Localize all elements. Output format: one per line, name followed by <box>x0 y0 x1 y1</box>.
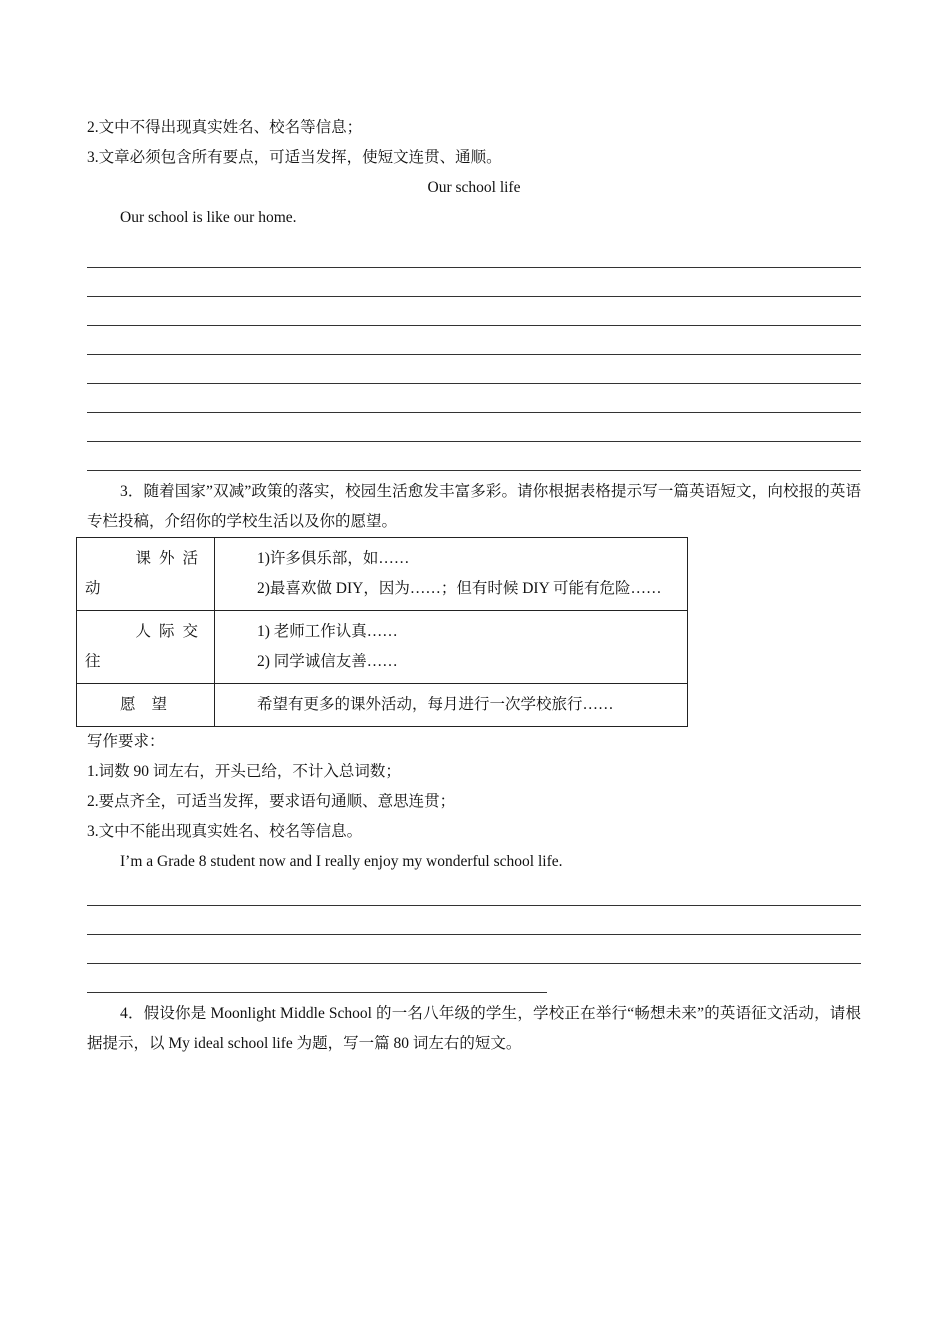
header-part-b: 动 <box>85 580 101 597</box>
writing-line <box>87 268 861 297</box>
question-4-intro: 4．假设你是 Moonlight Middle School 的一名八年级的学生，学校正在举行“畅想未来”的英语征文活动，请根据提示，以 My ideal school life 为题，写一篇 80 词左右的短文。 <box>87 1005 861 1052</box>
table-header-wishes: 愿望 <box>77 684 215 727</box>
writing-requirements-title: 写作要求： <box>87 733 165 750</box>
hint-table <box>76 537 688 727</box>
writing-line <box>87 442 861 471</box>
essay-title: Our school life <box>427 179 521 196</box>
writing-line <box>87 384 861 413</box>
table-cell-relations <box>215 611 688 684</box>
table-row-wishes <box>77 684 688 727</box>
table-header-relations <box>77 611 215 684</box>
writing-line <box>87 326 861 355</box>
table-cell-activities <box>215 538 688 611</box>
writing-line <box>87 239 861 268</box>
question-3-opening: I’m a Grade 8 student now and I really enjoy my wonderful school life. <box>120 853 563 870</box>
header-part-a: 人际交 <box>135 623 206 640</box>
table-row-activities <box>77 538 688 611</box>
requirement-2: 2.文中不得出现真实姓名、校名等信息； <box>87 119 363 136</box>
cell-line: 2) 同学诚信友善…… <box>257 653 398 670</box>
document-content <box>87 113 861 1059</box>
writing-lines-block-2 <box>87 877 861 993</box>
writing-requirement-2: 2.要点齐全，可适当发挥，要求语句通顺、意思连贯； <box>87 793 456 810</box>
cell-line: 希望有更多的课外活动，每月进行一次学校旅行…… <box>257 696 614 713</box>
cell-line: 1) 老师工作认真…… <box>257 623 398 640</box>
answer-line <box>87 906 861 935</box>
requirement-3: 3.文章必须包含所有要点，可适当发挥，使短文连贯、通顺。 <box>87 149 502 166</box>
writing-line <box>87 355 861 384</box>
header-part-a: 课外活 <box>135 550 206 567</box>
table-header-activities <box>77 538 215 611</box>
essay-opening: Our school is like our home. <box>120 209 297 226</box>
answer-line <box>87 935 861 964</box>
writing-requirement-3: 3.文中不能出现真实姓名、校名等信息。 <box>87 823 363 840</box>
question-3-intro: 3．随着国家”双减”政策的落实，校园生活愈发丰富多彩。请你根据表格提示写一篇英语短文，向校报的英语专栏投稿，介绍你的学校生活以及你的愿望。 <box>87 483 861 530</box>
writing-line <box>87 297 861 326</box>
writing-requirement-1: 1.词数 90 词左右，开头已给，不计入总词数； <box>87 763 401 780</box>
writing-line <box>87 413 861 442</box>
cell-line: 2)最喜欢做 DIY，因为……；但有时候 DIY 可能有危险…… <box>257 580 662 597</box>
writing-lines-block-1 <box>87 239 861 471</box>
header-part-b: 往 <box>85 653 101 670</box>
answer-line <box>87 877 861 906</box>
answer-line-short <box>87 964 547 993</box>
cell-line: 1)许多俱乐部，如…… <box>257 550 410 567</box>
table-row-relations <box>77 611 688 684</box>
table-cell-wishes <box>215 684 688 727</box>
